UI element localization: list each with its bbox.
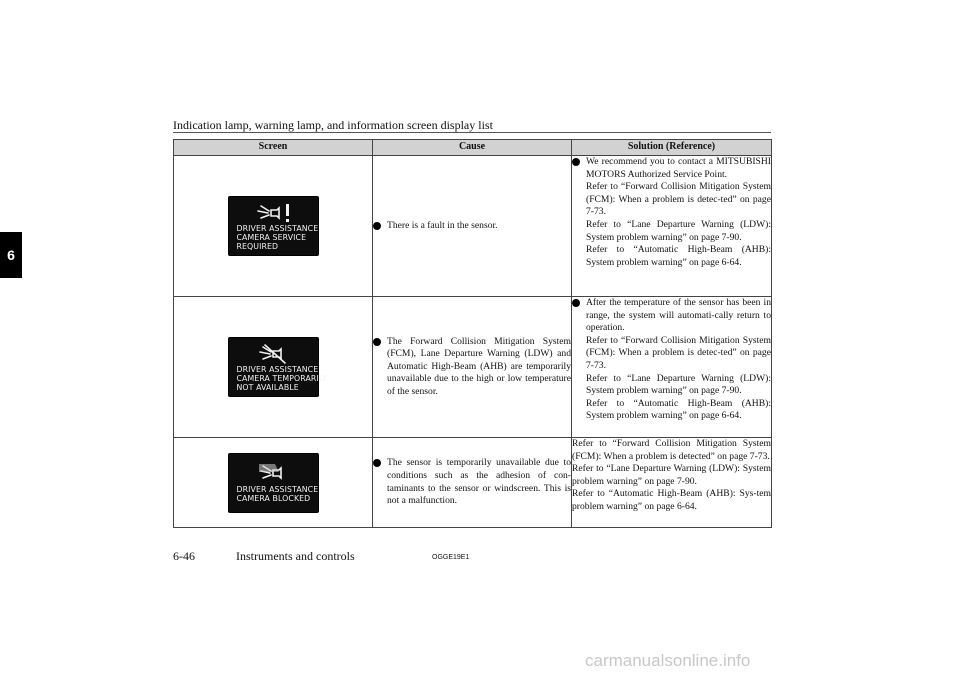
solution-reference: Refer to “Forward Collision Mitigation System (FCM): When a problem is detec-ted” on page 7-73.: [586, 181, 771, 218]
display-text-line: DRIVER ASSISTANCE: [236, 224, 319, 233]
document-code: OGGE19E1: [432, 554, 470, 561]
table-row: [174, 156, 772, 297]
camera-blocked-icon: [255, 461, 295, 483]
section-title: Instruments and controls: [236, 549, 355, 563]
solution-reference: Refer to “Lane Departure Warning (LDW): System problem warning” on page 7-90.: [586, 372, 771, 397]
display-text-line: CAMERA BLOCKED: [236, 493, 311, 503]
solution-reference: Refer to “Lane Departure Warning (LDW): System problem warning” on page 7-90.: [586, 218, 771, 243]
screen-cell: [174, 156, 373, 297]
screen-cell: [174, 438, 373, 528]
cause-text: The Forward Collision Mitigation System (FCM), Lane Departure Warning (LDW) and Automatic High-Beam (AHB) are temporarily unavailable due to the high or low temperature of the sensor.: [387, 335, 571, 397]
solution-text: We recommend you to contact a MITSUBISHI MOTORS Authorized Service Point.: [586, 156, 771, 180]
solution-reference: Refer to “Lane Departure Warning (LDW): System problem warning” on page 7-90.: [572, 463, 771, 487]
table-row: [174, 438, 772, 528]
solution-cell: [572, 156, 772, 297]
camera-warning-icon: [255, 202, 295, 224]
solution-reference: Refer to “Automatic High-Beam (AHB): Sys-tem problem warning” on page 6-64.: [572, 488, 771, 512]
watermark: carmanualsonline.info: [585, 651, 751, 670]
cause-cell: [373, 156, 572, 297]
page-number: 6-46: [173, 549, 195, 563]
chapter-tab: 6: [0, 232, 22, 278]
table-row: [174, 297, 772, 438]
bullet-icon: [373, 338, 381, 346]
solution-text: After the temperature of the sensor has been in range, the system will automati-cally return to operation.: [586, 297, 771, 334]
column-header-screen: Screen: [174, 140, 373, 156]
column-header-cause: Cause: [373, 140, 572, 156]
info-screen-display: [228, 453, 319, 513]
column-header-solution: Solution (Reference): [572, 140, 772, 156]
bullet-icon: [572, 299, 580, 307]
indicator-table: [173, 139, 772, 528]
cause-cell: [373, 297, 572, 438]
solution-reference: Refer to “Automatic High-Beam (AHB): System problem warning” on page 6-64.: [586, 244, 771, 268]
display-text-line: CAMERA SERVICE: [236, 233, 307, 242]
display-text-line: NOT AVAILABLE: [236, 383, 299, 392]
screen-cell: [174, 297, 373, 438]
info-screen-display: [228, 337, 328, 397]
display-text-line: DRIVER ASSISTANCE: [236, 484, 319, 494]
bullet-icon: [373, 459, 381, 467]
solution-reference: Refer to “Forward Collision Mitigation System (FCM): When a problem is detected” on page 7-73.: [572, 438, 771, 462]
cause-text: There is a fault in the sensor.: [387, 219, 498, 231]
bullet-icon: [572, 158, 580, 166]
solution-reference: Refer to “Forward Collision Mitigation System (FCM): When a problem is detec-ted” on page 7-73.: [586, 334, 771, 371]
cause-text: The sensor is temporarily unavailable due to conditions such as the adhesion of con-taminants to the sensor or windscreen. This is not a malfunction.: [387, 457, 571, 507]
display-text-line: REQUIRED: [236, 242, 279, 251]
table-header-row: [174, 140, 772, 156]
page-header-title: Indication lamp, warning lamp, and information screen display list: [173, 118, 493, 132]
header-divider: [173, 132, 771, 133]
solution-cell: [572, 297, 772, 438]
solution-reference: Refer to “Automatic High-Beam (AHB): System problem warning” on page 6-64.: [586, 397, 771, 422]
bullet-icon: [373, 222, 381, 230]
solution-cell: [572, 438, 772, 528]
display-text-line: DRIVER ASSISTANCE: [236, 365, 319, 374]
cause-cell: [373, 438, 572, 528]
info-screen-display: [228, 196, 319, 256]
camera-off-icon: [255, 343, 295, 365]
display-text-line: CAMERA TEMPORARILY: [236, 374, 328, 383]
